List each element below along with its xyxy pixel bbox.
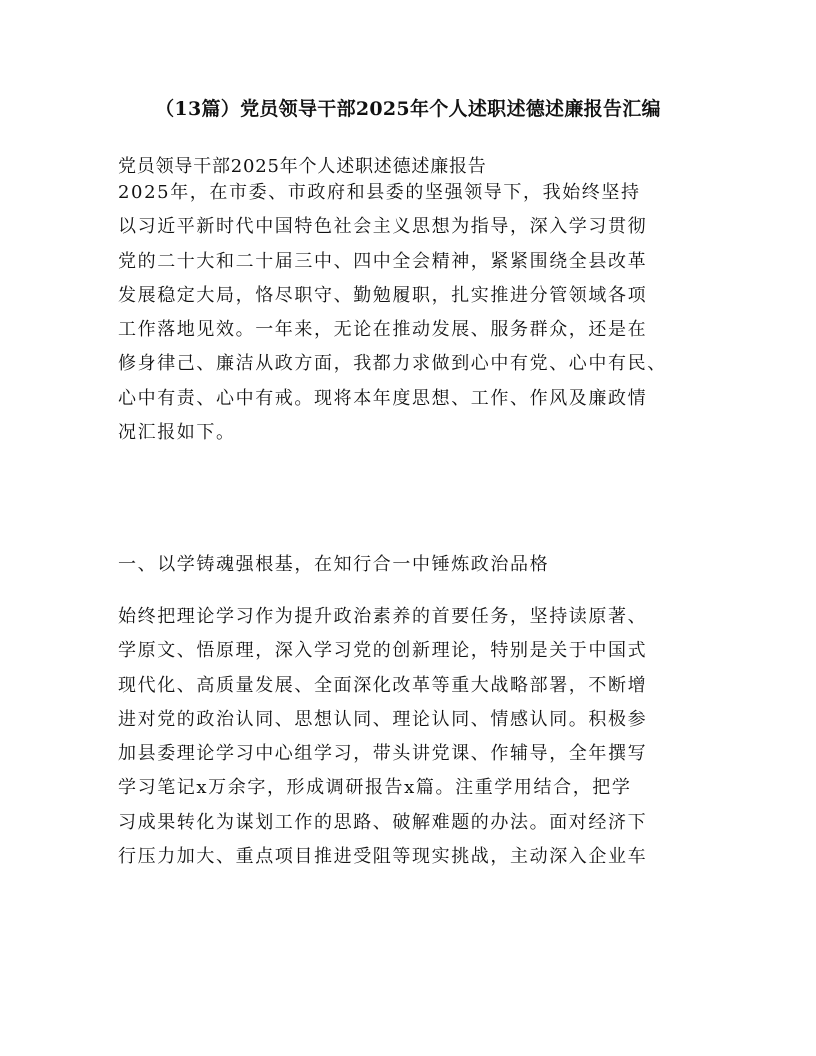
paragraph-line: 现代化、高质量发展、全面深化改革等重大战略部署，不断增 <box>118 674 648 696</box>
paragraph-line: 以习近平新时代中国特色社会主义思想为指导，深入学习贯彻 <box>118 216 648 238</box>
intro-paragraph <box>118 176 718 450</box>
paragraph-line: 始终把理论学习作为提升政治素养的首要任务，坚持读原著、 <box>118 606 648 627</box>
paragraph-line: 学习笔记x万余字，形成调研报告x篇。注重学用结合，把学 <box>118 777 632 799</box>
section-heading: 一、以学铸魂强根基，在知行合一中锤炼政治品格 <box>118 554 550 575</box>
paragraph-line: 心中有责、心中有戒。现将本年度思想、工作、作风及廉政情 <box>118 387 648 409</box>
paragraph-line: 2025年，在市委、市政府和县委的坚强领导下，我始终坚持 <box>118 182 641 203</box>
paragraph-line: 党的二十大和二十届三中、四中全会精神，紧紧围绕全县改革 <box>118 250 648 272</box>
document-title: （13篇）党员领导干部2025年个人述职述德述廉报告汇编 <box>155 98 661 120</box>
report-subtitle: 党员领导干部2025年个人述职述德述廉报告 <box>118 156 487 177</box>
paragraph-line: 况汇报如下。 <box>118 422 236 444</box>
paragraph-line: 习成果转化为谋划工作的思路、破解难题的办法。面对经济下 <box>118 811 648 833</box>
paragraph-line: 发展稳定大局，恪尽职守、勤勉履职，扎实推进分管领域各项 <box>118 284 648 306</box>
paragraph-line: 行压力加大、重点项目推进受阻等现实挑战，主动深入企业车 <box>118 846 648 868</box>
paragraph-line: 学原文、悟原理，深入学习党的创新理论，特别是关于中国式 <box>118 640 648 662</box>
paragraph-line: 工作落地见效。一年来，无论在推动发展、服务群众，还是在 <box>118 319 648 341</box>
paragraph-line: 进对党的政治认同、思想认同、理论认同、情感认同。积极参 <box>118 708 648 730</box>
section-1-paragraph <box>118 600 718 874</box>
paragraph-line: 加县委理论学习中心组学习，带头讲党课、作辅导，全年撰写 <box>118 743 648 765</box>
paragraph-line: 修身律己、廉洁从政方面，我都力求做到心中有党、心中有民、 <box>118 353 667 375</box>
